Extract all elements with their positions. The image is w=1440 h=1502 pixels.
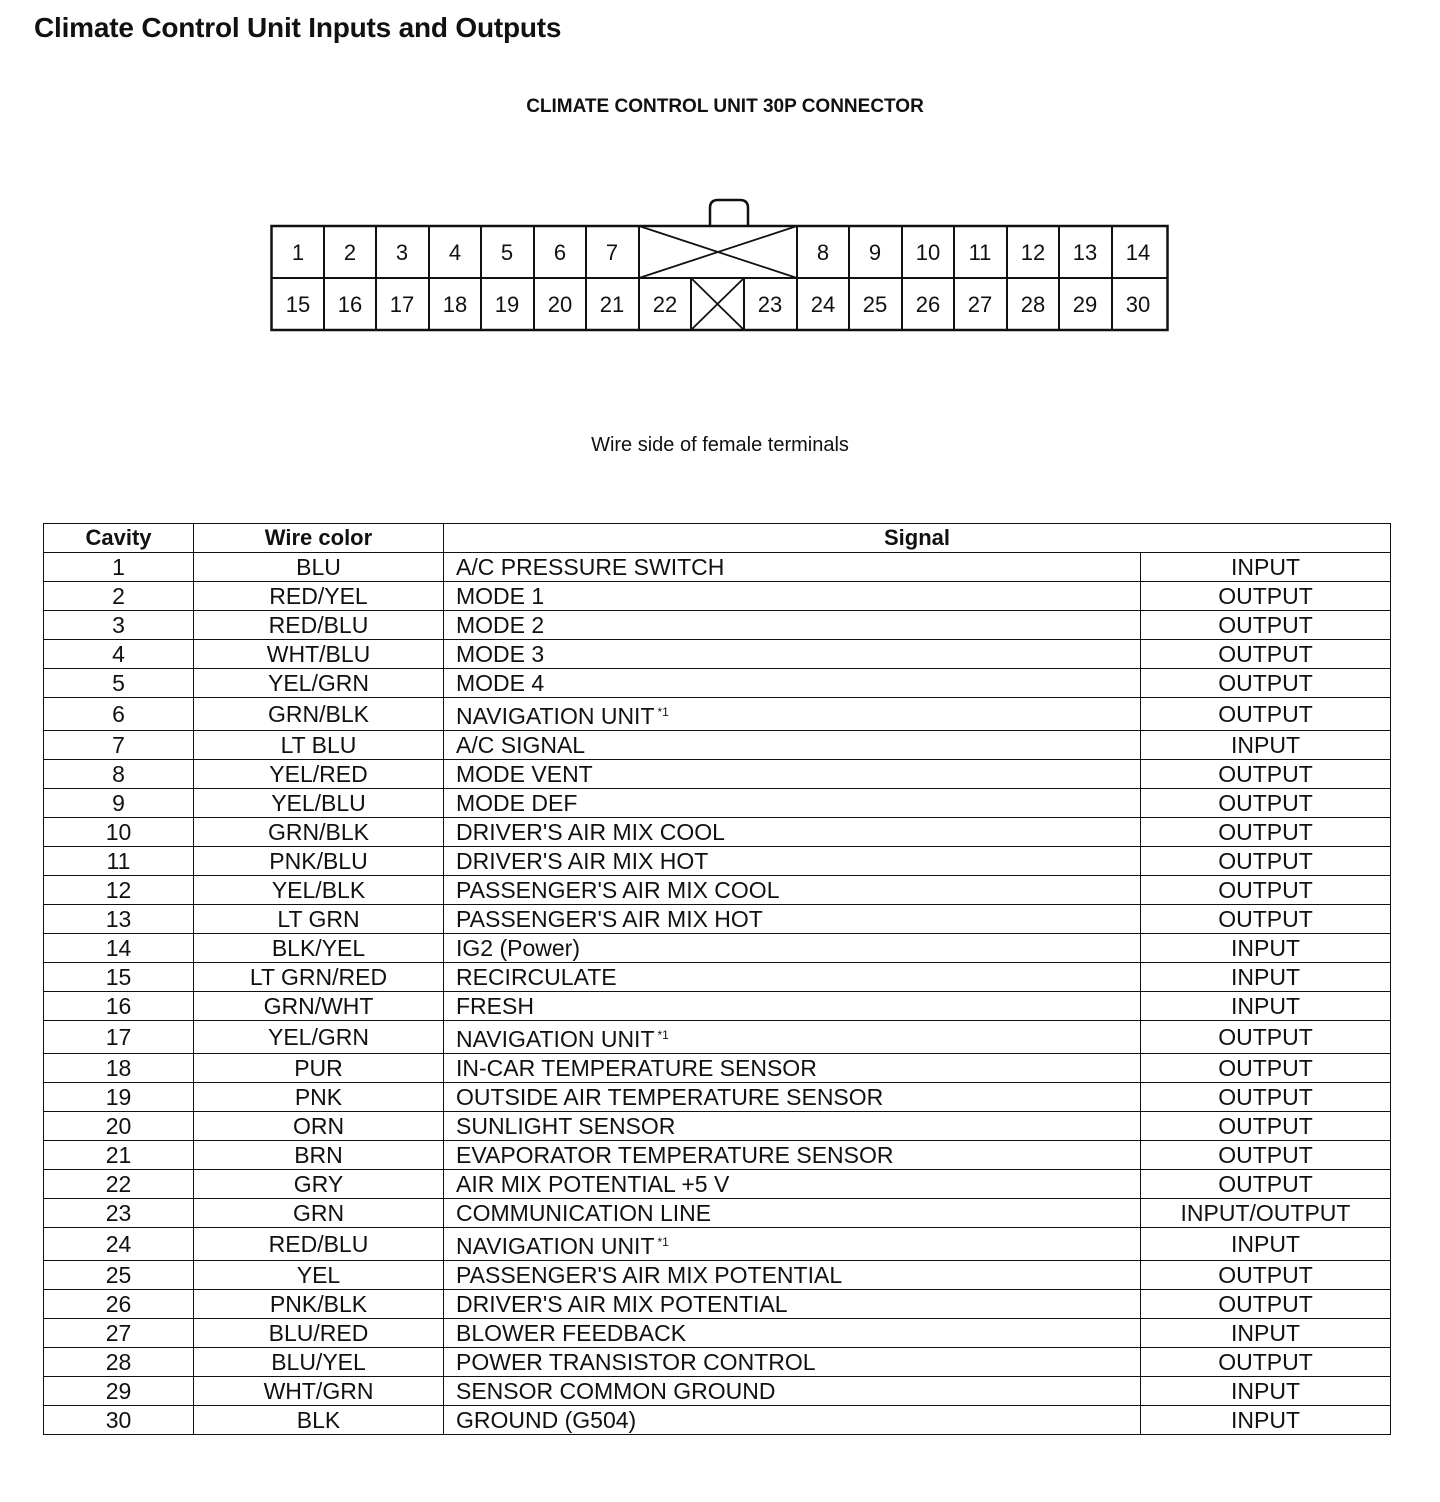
- cavity-cell: 6: [44, 698, 194, 731]
- cavity-cell: 4: [44, 640, 194, 669]
- signal-cell: [444, 934, 1141, 963]
- cavity-cell: 28: [44, 1348, 194, 1377]
- direction-cell: OUTPUT: [1141, 582, 1391, 611]
- pin-label: 26: [915, 292, 941, 317]
- connector-diagram: [270, 198, 1170, 338]
- cavity-cell: 5: [44, 669, 194, 698]
- wire-color-cell: GRN/WHT: [194, 992, 444, 1021]
- pin-label: 4: [448, 240, 462, 265]
- wire-color-cell: YEL/BLK: [194, 876, 444, 905]
- cavity-cell: 11: [44, 847, 194, 876]
- pin-label: 19: [494, 292, 520, 317]
- direction-cell: INPUT: [1141, 1406, 1391, 1435]
- cavity-cell: 25: [44, 1261, 194, 1290]
- signal-cell: [444, 1319, 1141, 1348]
- signal-cell: [444, 1141, 1141, 1170]
- cavity-cell: 18: [44, 1054, 194, 1083]
- signal-text: RECIRCULATE: [456, 964, 617, 990]
- footnote-marker: *1: [657, 1028, 669, 1042]
- signal-cell: [444, 963, 1141, 992]
- pin-label: 18: [442, 292, 468, 317]
- pin-label: 13: [1072, 240, 1098, 265]
- signal-cell: [444, 698, 1141, 731]
- signal-text: DRIVER'S AIR MIX HOT: [456, 848, 709, 874]
- cavity-cell: 15: [44, 963, 194, 992]
- signal-cell: [444, 731, 1141, 760]
- signal-text: SENSOR COMMON GROUND: [456, 1378, 776, 1404]
- pin-label: 21: [599, 292, 625, 317]
- page-title: Climate Control Unit Inputs and Outputs: [34, 12, 562, 43]
- direction-cell: OUTPUT: [1141, 1083, 1391, 1112]
- signal-cell: [444, 1054, 1141, 1083]
- signal-cell: [444, 1021, 1141, 1054]
- signal-text: POWER TRANSISTOR CONTROL: [456, 1349, 816, 1375]
- signal-cell: [444, 1112, 1141, 1141]
- signal-cell: [444, 905, 1141, 934]
- cavity-cell: 13: [44, 905, 194, 934]
- cavity-cell: 30: [44, 1406, 194, 1435]
- pin-label: 12: [1020, 240, 1046, 265]
- pin-label: 24: [810, 292, 836, 317]
- signal-text: DRIVER'S AIR MIX COOL: [456, 819, 725, 845]
- pin-label: 17: [389, 292, 415, 317]
- wire-color-cell: RED/BLU: [194, 1228, 444, 1261]
- table-row: [44, 1348, 1391, 1377]
- table-row: [44, 992, 1391, 1021]
- signal-text: PASSENGER'S AIR MIX COOL: [456, 877, 780, 903]
- signal-cell: [444, 640, 1141, 669]
- table-row: [44, 1054, 1391, 1083]
- table-row: [44, 669, 1391, 698]
- cavity-cell: 14: [44, 934, 194, 963]
- wire-color-cell: PNK/BLK: [194, 1290, 444, 1319]
- signal-text: BLOWER FEEDBACK: [456, 1320, 687, 1346]
- wire-color-cell: YEL/GRN: [194, 1021, 444, 1054]
- cavity-cell: 12: [44, 876, 194, 905]
- pin-label: 3: [395, 240, 409, 265]
- direction-cell: OUTPUT: [1141, 876, 1391, 905]
- signal-text: MODE VENT: [456, 761, 593, 787]
- signal-text: FRESH: [456, 993, 534, 1019]
- table-row: [44, 1228, 1391, 1261]
- signal-text: MODE 4: [456, 670, 545, 696]
- signal-text: OUTSIDE AIR TEMPERATURE SENSOR: [456, 1084, 884, 1110]
- wire-color-cell: WHT/GRN: [194, 1377, 444, 1406]
- table-row: [44, 1261, 1391, 1290]
- table-row: [44, 905, 1391, 934]
- wire-color-cell: YEL: [194, 1261, 444, 1290]
- signal-cell: [444, 669, 1141, 698]
- wire-color-cell: YEL/RED: [194, 760, 444, 789]
- wire-color-cell: GRN/BLK: [194, 698, 444, 731]
- wire-color-cell: PNK: [194, 1083, 444, 1112]
- table-row: [44, 553, 1391, 582]
- direction-cell: OUTPUT: [1141, 1021, 1391, 1054]
- pin-label: 14: [1125, 240, 1151, 265]
- cavity-cell: 3: [44, 611, 194, 640]
- direction-cell: OUTPUT: [1141, 1141, 1391, 1170]
- wire-side-caption: Wire side of female terminals: [591, 434, 849, 456]
- table-row: [44, 582, 1391, 611]
- signal-cell: [444, 876, 1141, 905]
- pin-label: 27: [967, 292, 993, 317]
- cavity-cell: 20: [44, 1112, 194, 1141]
- wire-color-cell: LT GRN: [194, 905, 444, 934]
- signal-cell: [444, 1290, 1141, 1319]
- direction-cell: INPUT: [1141, 1319, 1391, 1348]
- table-row: [44, 1377, 1391, 1406]
- table-row: [44, 1406, 1391, 1435]
- cavity-cell: 29: [44, 1377, 194, 1406]
- pin-label: 9: [868, 240, 882, 265]
- signal-text: MODE 2: [456, 612, 545, 638]
- cavity-cell: 1: [44, 553, 194, 582]
- direction-cell: OUTPUT: [1141, 789, 1391, 818]
- pin-label: 10: [915, 240, 941, 265]
- wire-color-cell: BRN: [194, 1141, 444, 1170]
- signal-text: COMMUNICATION LINE: [456, 1200, 712, 1226]
- wire-color-cell: GRN: [194, 1199, 444, 1228]
- wire-color-cell: PUR: [194, 1054, 444, 1083]
- direction-cell: OUTPUT: [1141, 669, 1391, 698]
- direction-cell: INPUT: [1141, 1228, 1391, 1261]
- wire-color-cell: BLK/YEL: [194, 934, 444, 963]
- table-row: [44, 611, 1391, 640]
- pin-label: 28: [1020, 292, 1046, 317]
- cavity-cell: 10: [44, 818, 194, 847]
- direction-cell: OUTPUT: [1141, 1348, 1391, 1377]
- signal-cell: [444, 847, 1141, 876]
- direction-cell: OUTPUT: [1141, 640, 1391, 669]
- table-row: [44, 789, 1391, 818]
- signal-text: EVAPORATOR TEMPERATURE SENSOR: [456, 1142, 894, 1168]
- pin-label: 20: [547, 292, 573, 317]
- pinout-table: [43, 523, 1391, 1435]
- pin-label: 23: [757, 292, 783, 317]
- signal-text: PASSENGER'S AIR MIX HOT: [456, 906, 763, 932]
- direction-cell: INPUT: [1141, 934, 1391, 963]
- cavity-cell: 2: [44, 582, 194, 611]
- table-row: [44, 731, 1391, 760]
- connector-lock-tab: [710, 200, 748, 226]
- table-row: [44, 934, 1391, 963]
- signal-text: NAVIGATION UNIT: [456, 703, 655, 729]
- cavity-cell: 7: [44, 731, 194, 760]
- cavity-cell: 26: [44, 1290, 194, 1319]
- table-row: [44, 698, 1391, 731]
- direction-cell: INPUT: [1141, 992, 1391, 1021]
- wire-color-cell: GRN/BLK: [194, 818, 444, 847]
- wire-color-cell: BLU/YEL: [194, 1348, 444, 1377]
- table-row: [44, 1112, 1391, 1141]
- pin-label: 30: [1125, 292, 1151, 317]
- table-header-row: [44, 524, 1391, 553]
- signal-cell: [444, 818, 1141, 847]
- footnote-marker: *1: [657, 1235, 669, 1249]
- table-row: [44, 963, 1391, 992]
- wire-color-cell: BLU/RED: [194, 1319, 444, 1348]
- connector-title: CLIMATE CONTROL UNIT 30P CONNECTOR: [526, 96, 924, 117]
- header-wire-color: Wire color: [194, 524, 444, 553]
- signal-text: MODE DEF: [456, 790, 578, 816]
- wire-color-cell: YEL/BLU: [194, 789, 444, 818]
- direction-cell: OUTPUT: [1141, 1170, 1391, 1199]
- direction-cell: OUTPUT: [1141, 1261, 1391, 1290]
- direction-cell: OUTPUT: [1141, 847, 1391, 876]
- direction-cell: OUTPUT: [1141, 905, 1391, 934]
- wire-color-cell: BLK: [194, 1406, 444, 1435]
- signal-cell: [444, 1170, 1141, 1199]
- signal-text: IN-CAR TEMPERATURE SENSOR: [456, 1055, 817, 1081]
- direction-cell: OUTPUT: [1141, 1290, 1391, 1319]
- signal-cell: [444, 1083, 1141, 1112]
- table-row: [44, 1290, 1391, 1319]
- cavity-cell: 9: [44, 789, 194, 818]
- direction-cell: OUTPUT: [1141, 818, 1391, 847]
- pin-label: 1: [291, 240, 305, 265]
- table-row: [44, 640, 1391, 669]
- table-row: [44, 876, 1391, 905]
- pinout-body: [44, 553, 1391, 1435]
- signal-cell: [444, 582, 1141, 611]
- direction-cell: OUTPUT: [1141, 760, 1391, 789]
- cavity-cell: 21: [44, 1141, 194, 1170]
- pin-label: 22: [652, 292, 678, 317]
- table-row: [44, 1141, 1391, 1170]
- signal-cell: [444, 789, 1141, 818]
- footnote-marker: *1: [657, 705, 669, 719]
- direction-cell: OUTPUT: [1141, 698, 1391, 731]
- wire-color-cell: WHT/BLU: [194, 640, 444, 669]
- signal-cell: [444, 1261, 1141, 1290]
- pin-label: 29: [1072, 292, 1098, 317]
- pin-label: 11: [968, 240, 992, 265]
- signal-text: A/C PRESSURE SWITCH: [456, 554, 725, 580]
- pin-label: 2: [343, 240, 357, 265]
- signal-cell: [444, 553, 1141, 582]
- wire-color-cell: BLU: [194, 553, 444, 582]
- header-cavity: Cavity: [44, 524, 194, 553]
- pin-label: 7: [605, 240, 619, 265]
- signal-text: MODE 3: [456, 641, 545, 667]
- direction-cell: OUTPUT: [1141, 611, 1391, 640]
- signal-text: MODE 1: [456, 583, 545, 609]
- table-row: [44, 760, 1391, 789]
- signal-text: GROUND (G504): [456, 1407, 637, 1433]
- table-row: [44, 818, 1391, 847]
- wire-color-cell: PNK/BLU: [194, 847, 444, 876]
- wire-color-cell: LT BLU: [194, 731, 444, 760]
- signal-cell: [444, 992, 1141, 1021]
- direction-cell: OUTPUT: [1141, 1054, 1391, 1083]
- header-signal: Signal: [444, 524, 1391, 553]
- signal-text: NAVIGATION UNIT: [456, 1026, 655, 1052]
- table-row: [44, 1083, 1391, 1112]
- signal-text: NAVIGATION UNIT: [456, 1233, 655, 1259]
- signal-text: AIR MIX POTENTIAL +5 V: [456, 1171, 730, 1197]
- signal-cell: [444, 611, 1141, 640]
- table-row: [44, 847, 1391, 876]
- direction-cell: OUTPUT: [1141, 1112, 1391, 1141]
- wire-color-cell: GRY: [194, 1170, 444, 1199]
- wire-color-cell: YEL/GRN: [194, 669, 444, 698]
- direction-cell: INPUT: [1141, 963, 1391, 992]
- signal-cell: [444, 1406, 1141, 1435]
- direction-cell: INPUT: [1141, 731, 1391, 760]
- signal-text: SUNLIGHT SENSOR: [456, 1113, 676, 1139]
- cavity-cell: 8: [44, 760, 194, 789]
- cavity-cell: 22: [44, 1170, 194, 1199]
- wire-color-cell: RED/BLU: [194, 611, 444, 640]
- cavity-cell: 16: [44, 992, 194, 1021]
- wire-color-cell: RED/YEL: [194, 582, 444, 611]
- table-row: [44, 1021, 1391, 1054]
- signal-text: DRIVER'S AIR MIX POTENTIAL: [456, 1291, 788, 1317]
- signal-text: IG2 (Power): [456, 935, 580, 961]
- signal-text: A/C SIGNAL: [456, 732, 586, 758]
- signal-text: PASSENGER'S AIR MIX POTENTIAL: [456, 1262, 843, 1288]
- signal-cell: [444, 760, 1141, 789]
- pin-label: 15: [285, 292, 311, 317]
- cavity-cell: 27: [44, 1319, 194, 1348]
- wire-color-cell: ORN: [194, 1112, 444, 1141]
- direction-cell: INPUT/OUTPUT: [1141, 1199, 1391, 1228]
- pin-label: 25: [862, 292, 888, 317]
- signal-cell: [444, 1348, 1141, 1377]
- signal-cell: [444, 1377, 1141, 1406]
- pin-label: 8: [816, 240, 830, 265]
- pin-label: 5: [500, 240, 514, 265]
- direction-cell: INPUT: [1141, 553, 1391, 582]
- wire-color-cell: LT GRN/RED: [194, 963, 444, 992]
- pin-label: 16: [337, 292, 363, 317]
- signal-cell: [444, 1228, 1141, 1261]
- table-row: [44, 1319, 1391, 1348]
- cavity-cell: 23: [44, 1199, 194, 1228]
- cavity-cell: 19: [44, 1083, 194, 1112]
- pin-label: 6: [553, 240, 567, 265]
- direction-cell: INPUT: [1141, 1377, 1391, 1406]
- signal-cell: [444, 1199, 1141, 1228]
- cavity-cell: 17: [44, 1021, 194, 1054]
- table-row: [44, 1199, 1391, 1228]
- cavity-cell: 24: [44, 1228, 194, 1261]
- table-row: [44, 1170, 1391, 1199]
